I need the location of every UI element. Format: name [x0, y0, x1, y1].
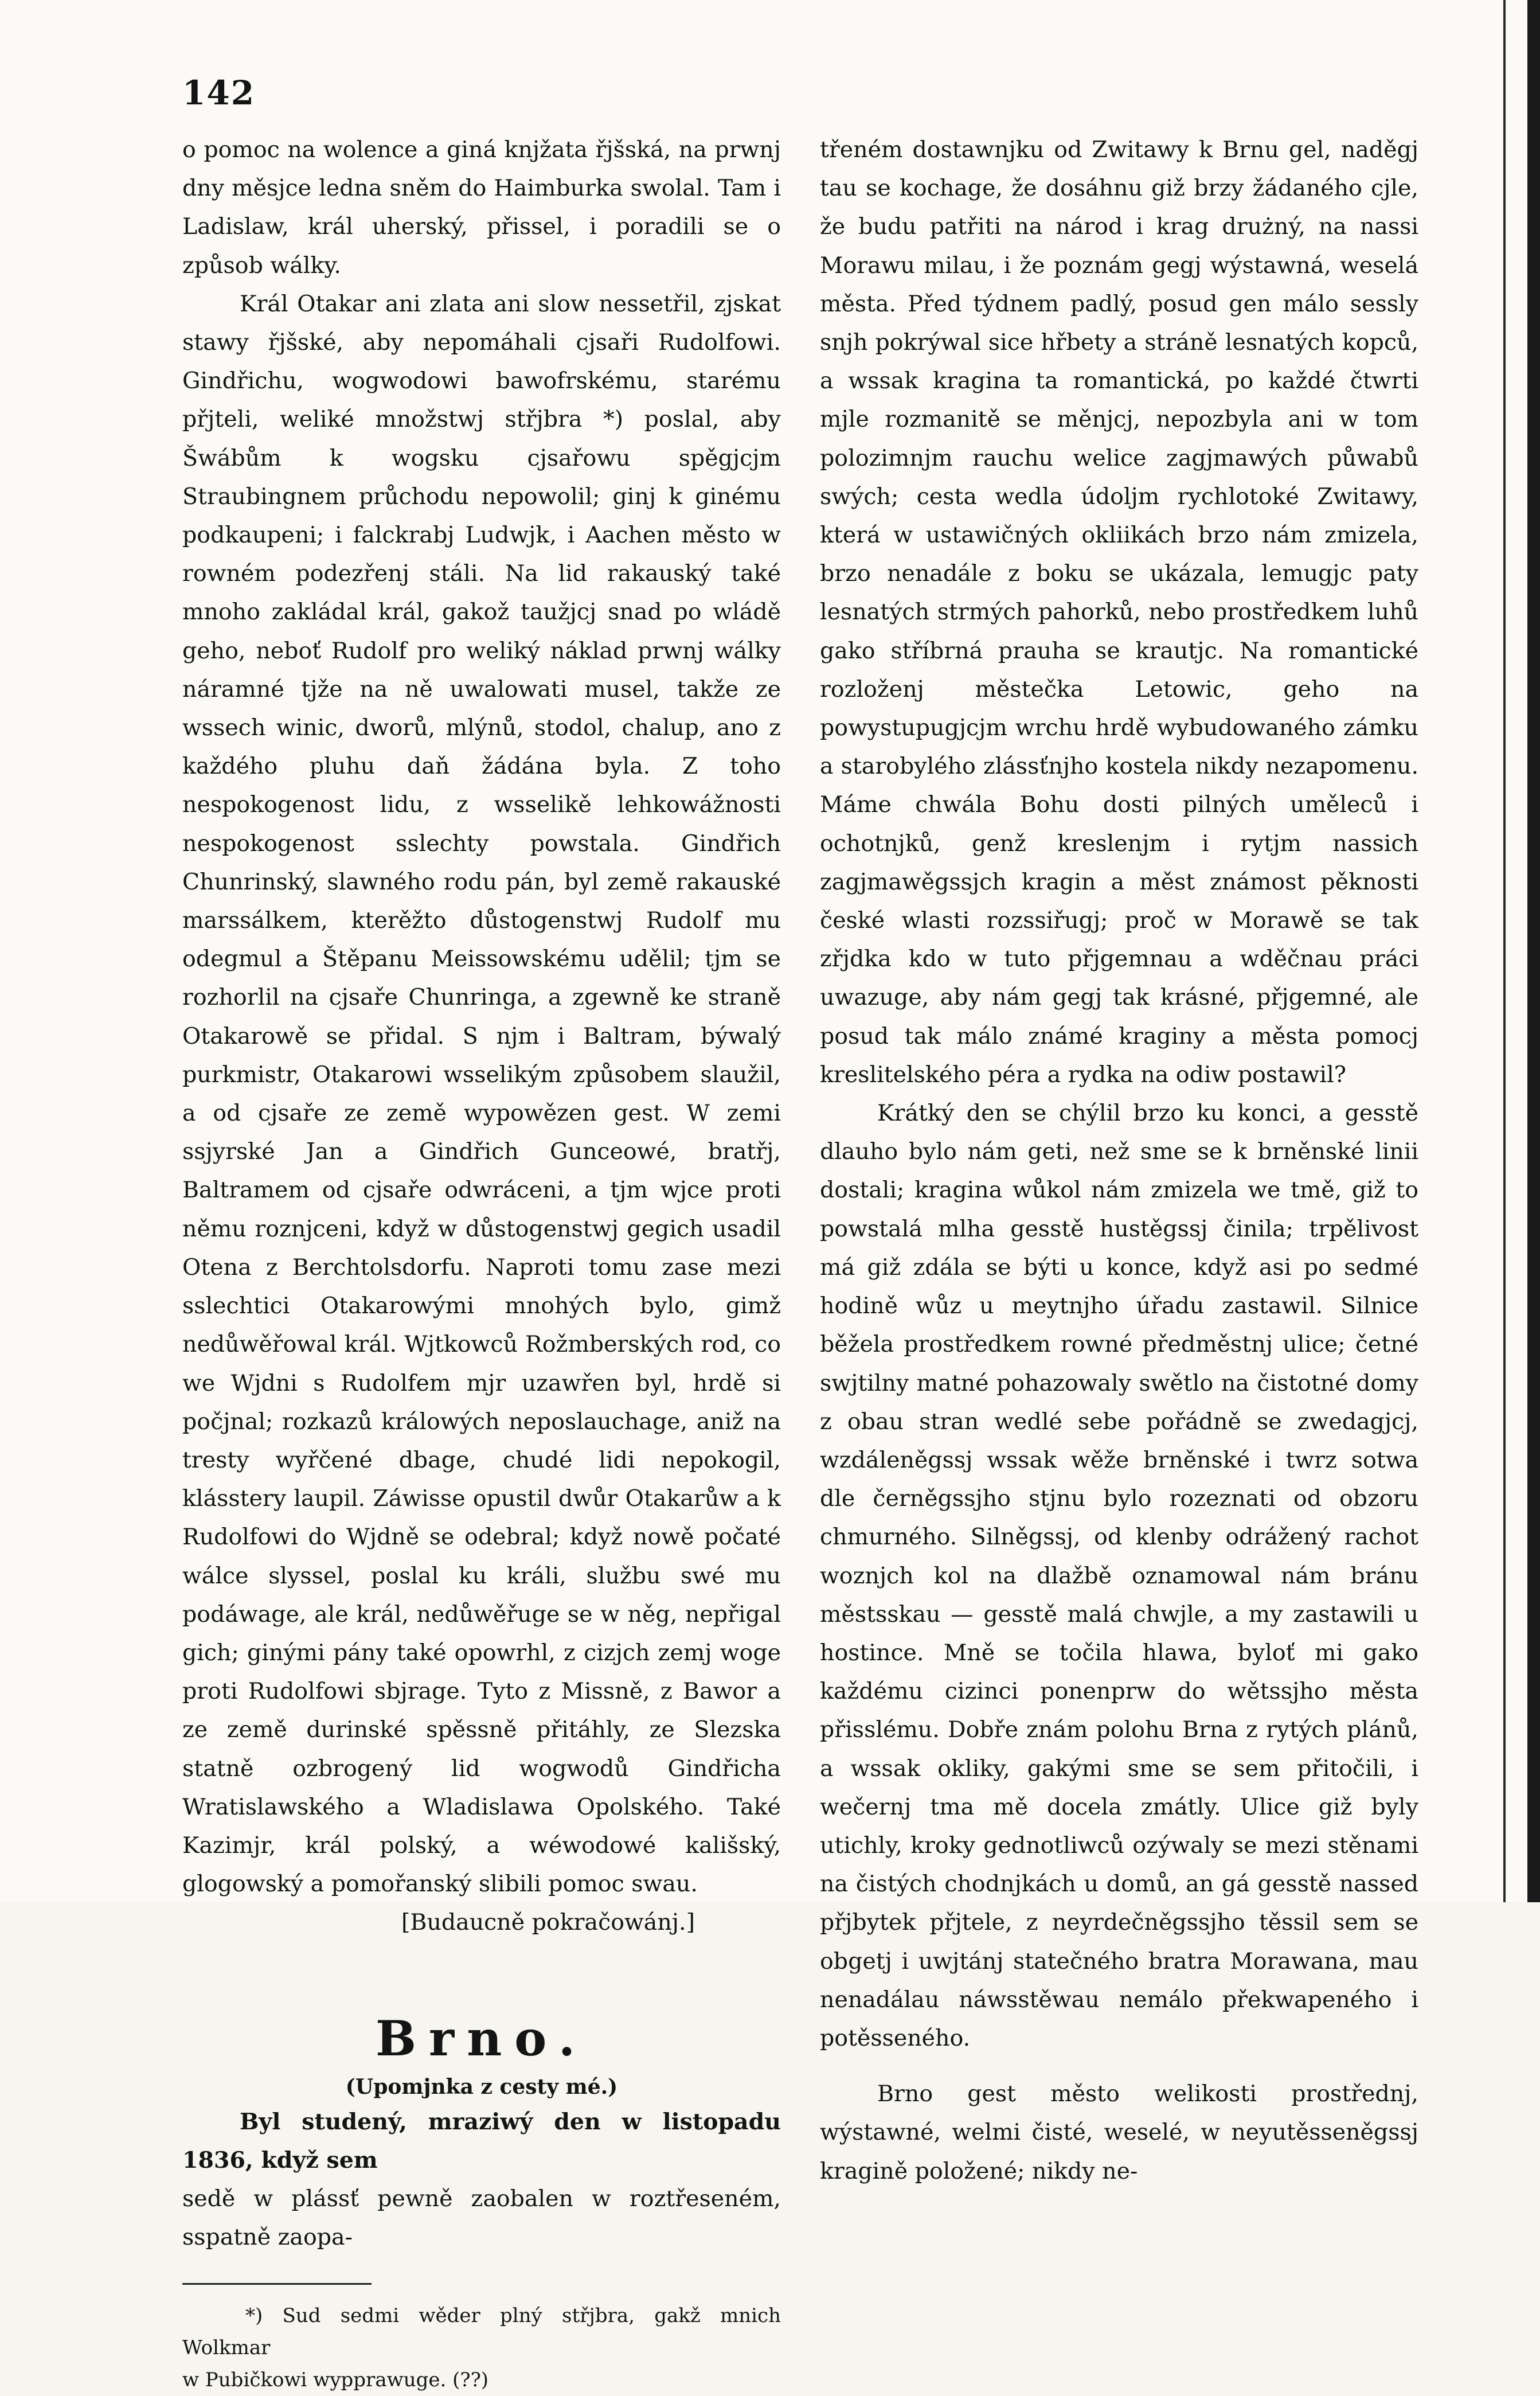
article-opening-rest: sedě w plássť pewně zaobalen w roztřeseném, sspatně zaopa- [182, 2185, 781, 2251]
scan-fold-line [1503, 0, 1506, 1902]
left-column [182, 131, 781, 2396]
left-paragraph-1: o pomoc na wolence a giná knjžata řjšská, na prwnj dny měsjce ledna sněm do Haimburka swolal. Tam i Ladislaw, král uherský, přissel, i poradili se o způsob wálky. [182, 136, 781, 279]
right-paragraph-1: třeném dostawnjku od Zwitawy k Brnu gel, naděgj tau se kochage, že dosáhnu giž brzy žádaného cjle, že budu patřiti na národ i krag drużný, na nassi Morawu milau, i že poznám gegj wýstawná, weselá města. Před týdnem padlý, posud gen málo sessly snjh pokrýwal sice hřbety a stráně lesnatých kopců, a wssak kragina ta romantická, po každé čtwrti mjle rozmanitě se měnjcj, nepozbyla ani w tom polozimnjm rauchu welice zagjmawých půwabů swých; cesta wedla údoljm rychlotoké Zwitawy, která w ustawičných okliikách brzo nám zmizela, brzo nenadále z boku se ukázala, lemugjc paty lesnatých strmých pahorků, nebo prostředkem luhů gako stříbrná prauha se krautjc. Na romantické rozloženj městečka Letowic, geho na powystupugjcjm wrchu hrdě wybudowaného zámku a starobylého zlássťnjho kostela nikdy nezapomenu. Máme chwála Bohu dosti pilných uměleců i ochotnjků, genž kreslenjm i rytjm nassich zagjmawěgssjch kragin a měst známost pěknosti české wlasti rozssiřugj; proč w Morawě se tak zřjdka kdo w tuto přjgemnau a wděčnau práci uwazuge, aby nám gegj tak krásné, přjgemné, ale posud tak málo známé kraginy a města pomocj kreslitelského péra a rydka na odiw postawil? [820, 136, 1418, 1088]
right-paragraph-3: Brno gest město welikosti prostřednj, wýstawné, welmi čisté, weselé, w neyutěsseněgssj kragině položené; nikdy ne- [820, 2081, 1418, 2184]
page-number: 142 [182, 73, 256, 112]
right-paragraph-2: Krátký den se chýlil brzo ku konci, a gesstě dlauho bylo nám geti, než sme se k brněnské linii dostali; kragina wůkol nám zmizela we tmě, giž to powstalá mlha gesstě hustěgssj činila; trpělivost má giž zdála se býti u konce, když asi po sedmé hodině wůz u meytnjho úřadu zastawil. Silnice běžela prostředkem rowné předměstnj ulice; četné swjtilny matné pohazowaly swětlo na čistotné domy z obau stran wedlé sebe pořádně se zwedagjcj, wzdáleněgssj wssak wěže brněnské i twrz sotwa dle černěgssjho stjnu bylo rozeznati od obzoru chmurného. Silněgssj, od klenby odrážený rachot woznjch kol na dlažbě oznamowal nám bránu městsskau — gesstě malá chwjle, a my zastawili u hostince. Mně se točila hlawa, byloť mi gako každému cizinci ponenprw do wětssjho města přisslému. Dobře znám polohu Brna z rytých plánů, a wssak okliky, gakými sme se sem přitočili, i wečernj tma mě docela zmátly. Ulice giž byly utichly, kroky gednotliwců ozýwaly se mezi stěnami na čistých chodnjkách u domů, an gá gesstě nassed přjbytek přjtele, z neyrdečněgssjho těssil sem se obgetj i uwjtánj statečného bratra Morawana, mau nenadálau náwsstěwau nemálo překwapeného i potěsseného. [820, 1100, 1418, 2051]
article-opening-line: Byl studený, mraziwý den w listopadu 1836, když sem [182, 2108, 781, 2173]
article-subtitle: (Upomjnka z cesty mé.) [345, 2074, 618, 2099]
footnote [182, 2300, 781, 2396]
footnote-divider [182, 2283, 372, 2285]
footnote-line-2: w Pubičkowi wypprawuge. (??) [182, 2368, 489, 2392]
left-paragraph-2: Král Otakar ani zlata ani slow nessetřil, zjskat stawy řjšské, aby nepomáhali cjsaři Rudolfowi. Gindřichu, wogwodowi bawofrskému, starému přjteli, weliké množstwj střjbra *) poslal, aby Šwábům k wogsku cjsařowu spěgjcjm Straubingnem průchodu nepowolil; ginj k ginému podkaupeni; i falckrabj Ludwjk, i Aachen město w rowném podezřenj stáli. Na lid rakauský také mnoho zakládal král, gakož taužjcj snad po wládě geho, neboť Rudolf pro weliký náklad prwnj wálky náramné tjže na ně uwalowati musel, takže ze wssech winic, dworů, mlýnů, stodol, chalup, ano z každého pluhu daň žádána byla. Z toho nespokogenost lidu, z wsselikě lehkowážnosti nespokogenost sslechty powstala. Gindřich Chunrinský, slawného rodu pán, byl země rakauské marssálkem, kterěžto důstogenstwj Rudolf mu odegmul a Štěpanu Meissowskému udělil; tjm se rozhorlil na cjsaře Chunringa, a zgewně ke straně Otakarowě se přidal. S njm i Baltram, býwalý purkmistr, Otakarowi wsselikým způsobem slaužil, a od cjsaře ze země wypowězen gest. W zemi ssjyrské Jan a Gindřich Gunceowé, bratřj, Baltramem od cjsaře odwráceni, a tjm wjce proti němu roznjceni, když w důstogenstwj gegich usadil Otena z Berchtolsdorfu. Naproti tomu zase mezi sslechtici Otakarowými mnohých bylo, gimž nedůwěřowal král. Wjtkowců Rožmberských rod, co we Wjdni s Rudolfem mjr uzawřen byl, hrdě si počjnal; rozkazů králowých neposlauchage, aniž na tresty wyřčené dbage, chudé lidi nepokogil, klásstery laupil. Záwisse opustil dwůr Otakarůw a k Rudolfowi do Wjdně se odebral; když nowě počaté wálce slyssel, poslal ku králi, službu swé mu podáwage, ale král, nedůwěřuge se w něg, nepřigal gich; ginými pány také opowrhl, z cizjch zemj woge proti Rudolfowi sbjrage. Tyto z Missně, z Bawor a ze země durinské spěssně přitáhly, ze Slezska statně ozbrogený lid wogwodů Gindřicha Wratislawského a Wladislawa Opolského. Také Kazimjr, král polský, a wéwodowé kališský, glogowský a pomořanský slibili pomoc swau. [182, 290, 781, 1898]
article-title: Brno. [375, 2009, 588, 2067]
scan-border [1527, 0, 1540, 1902]
footnote-line-1: *) Sud sedmi wěder plný střjbra, gakž mnich Wolkmar [182, 2304, 781, 2360]
right-column [820, 131, 1418, 2191]
continued-note: [Budaucně pokračowánj.] [401, 1909, 695, 1936]
